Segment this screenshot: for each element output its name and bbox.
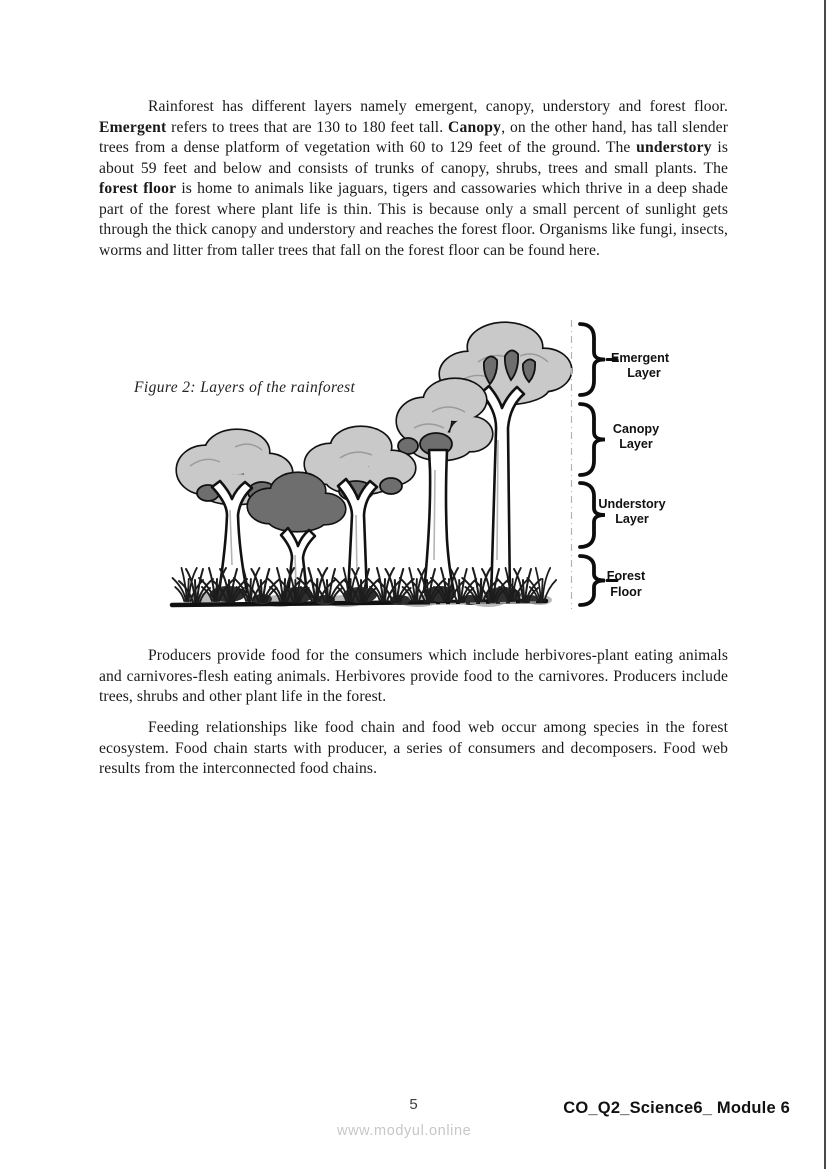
svg-text:Canopy: Canopy xyxy=(612,422,660,436)
text-run: refers to trees that are 130 to 180 feet tall. xyxy=(166,118,448,136)
svg-text:Layer: Layer xyxy=(619,437,653,451)
tree-emergent xyxy=(440,323,571,600)
text-run: is about 59 feet and below and consists of trunks of canopy, shrubs, trees and small plants. The xyxy=(99,139,728,177)
layer-label-canopy xyxy=(613,422,659,451)
paragraph-producers: Producers provide food for the consumers which include herbivores-plant eating animals and carnivores-flesh eating animals. Herbivores provide food to the carnivores. Producers include trees, shrubs and other plant life in the forest. xyxy=(99,647,728,706)
text-run: Rainforest has different layers namely emergent, canopy, understory and forest floor. xyxy=(148,98,728,115)
bold-understory: understory xyxy=(636,139,712,157)
page-number: 5 xyxy=(409,1096,418,1113)
tree-dark xyxy=(248,473,345,594)
svg-text:Emergent: Emergent xyxy=(610,351,670,365)
module-code: CO_Q2_Science6_ Module 6 xyxy=(563,1099,790,1117)
figure-caption: Figure 2: Layers of the rainforest xyxy=(134,379,356,396)
svg-text:Layer: Layer xyxy=(615,512,649,526)
watermark-text: www.modyul.online xyxy=(337,1123,472,1139)
paragraph-rainforest-layers xyxy=(99,97,728,261)
bold-emergent: Emergent xyxy=(99,118,167,136)
layer-label-emergent xyxy=(611,351,670,380)
layer-label-forest-floor xyxy=(607,569,646,599)
bold-forest-floor: forest floor xyxy=(99,180,177,198)
svg-text:Layer: Layer xyxy=(627,366,661,380)
bold-canopy: Canopy xyxy=(447,118,502,136)
layer-braces xyxy=(580,324,617,605)
rainforest-layers-figure xyxy=(165,312,725,617)
text-run: , on the other hand, has tall slender trees from a dense platform of vegetation with 60 to 129 feet of the ground. The xyxy=(99,118,728,157)
svg-text:Forest: Forest xyxy=(606,569,646,583)
text-run: is home to animals like jaguars, tigers and cassowaries which thrive in a deep shade part of the forest where plant life is thin. This is because only a small percent of sunlight gets through the thick canopy and understory and reaches the forest floor. Organisms like fungi, insects, worms and litter from taller trees that fall on the forest floor can be found here. xyxy=(99,180,728,259)
paragraph-feeding-relationships: Feeding relationships like food chain and food web occur among species in the forest ecosystem. Food chain starts with producer, a series of consumers and decomposers. Food web results from the interconnected food chains. xyxy=(99,719,728,778)
svg-text:Understory: Understory xyxy=(598,497,666,511)
layer-label-understory xyxy=(598,497,665,526)
tree-tall xyxy=(397,379,492,592)
svg-text:Floor: Floor xyxy=(610,585,642,599)
